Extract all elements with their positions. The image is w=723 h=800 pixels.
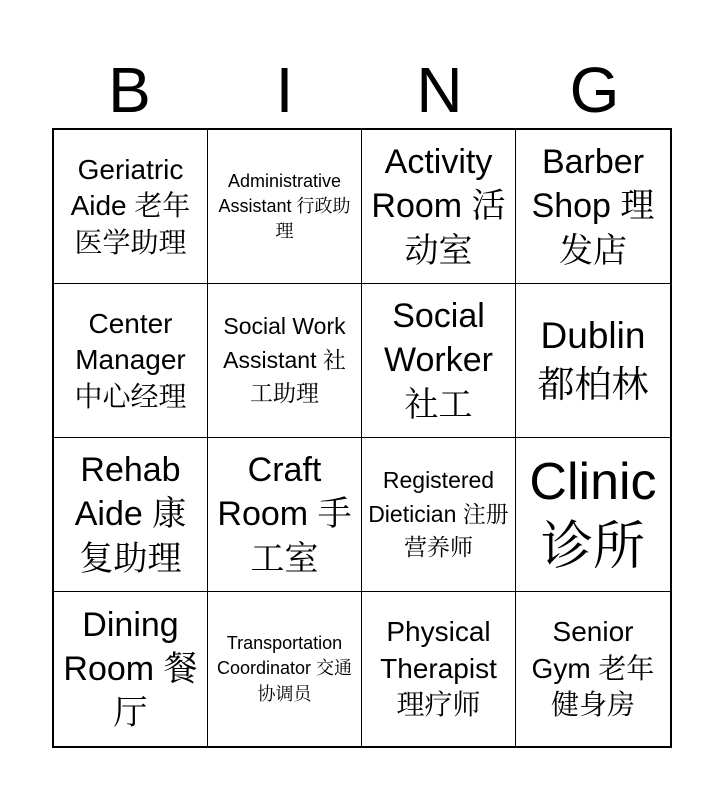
bingo-cell-social-work-assistant[interactable] (208, 284, 362, 438)
bingo-cell-craft-room[interactable] (208, 438, 362, 592)
bingo-cell-rehab-aide[interactable] (54, 438, 208, 592)
bingo-cell-dining-room[interactable] (54, 592, 208, 746)
cell-label: Administrative Assistant 行政助理 (218, 170, 351, 242)
cell-label: Clinic 诊所 (529, 452, 657, 576)
bingo-board (52, 128, 672, 748)
cell-label: Dining Room 餐厅 (63, 605, 198, 733)
bingo-header (52, 56, 672, 124)
cell-label: Social Work Assistant 社工助理 (223, 313, 346, 407)
cell-label: Physical Therapist 理疗师 (380, 616, 497, 721)
cell-label: Activity Room 活动室 (371, 143, 506, 270)
bingo-cell-dublin[interactable] (516, 284, 670, 438)
bingo-cell-registered-dietician[interactable] (362, 438, 516, 592)
cell-label: Senior Gym 老年健身房 (531, 616, 655, 721)
header-letter-n: N (416, 54, 463, 126)
header-letter-g: G (569, 54, 620, 126)
cell-label: Transportation Coordinator 交通协调员 (216, 633, 353, 704)
bingo-cell-activity-room[interactable] (362, 130, 516, 284)
cell-label: Craft Room 手工室 (217, 451, 352, 578)
bingo-cell-geriatric-aide[interactable] (54, 130, 208, 284)
bingo-cell-senior-gym[interactable] (516, 592, 670, 746)
bingo-cell-physical-therapist[interactable] (362, 592, 516, 746)
cell-label: Social Worker 社工 (384, 297, 493, 424)
bingo-cell-administrative-assistant[interactable] (208, 130, 362, 284)
bingo-cell-transportation-coordinator[interactable] (208, 592, 362, 746)
bingo-cell-barber-shop[interactable] (516, 130, 670, 284)
cell-label: Barber Shop 理发店 (531, 143, 655, 270)
cell-label: Rehab Aide 康复助理 (74, 451, 187, 578)
cell-label: Registered Dietician 注册营养师 (368, 467, 509, 561)
header-letter-b: B (108, 54, 151, 126)
header-letter-i: I (275, 54, 294, 126)
cell-label: Geriatric Aide 老年医学助理 (70, 153, 191, 258)
cell-label: Dublin 都柏林 (537, 315, 649, 405)
bingo-cell-social-worker[interactable] (362, 284, 516, 438)
bingo-cell-center-manager[interactable] (54, 284, 208, 438)
bingo-cell-clinic[interactable] (516, 438, 670, 592)
cell-label: Center Manager 中心经理 (74, 307, 187, 412)
